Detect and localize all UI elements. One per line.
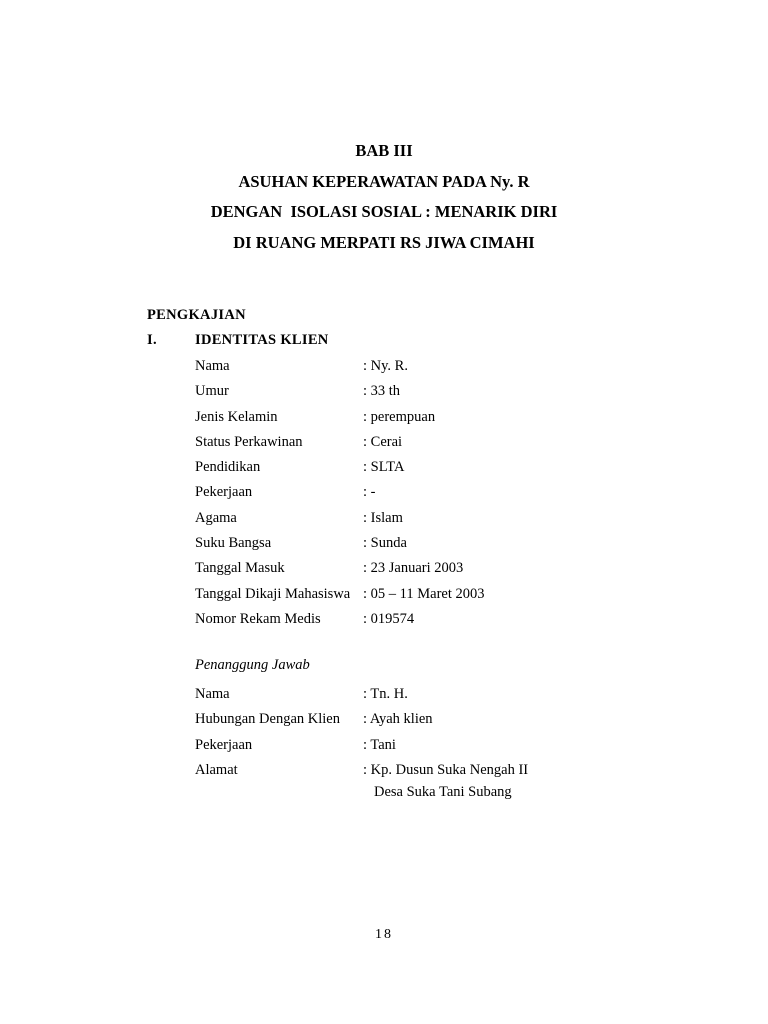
field-row (195, 531, 485, 556)
field-value: : Tn. H. (363, 686, 408, 702)
field-label: Umur (195, 383, 229, 400)
field-label: Suku Bangsa (195, 535, 272, 552)
field-row (195, 480, 485, 505)
field-label: Pekerjaan (195, 736, 253, 753)
field-row (195, 354, 485, 379)
field-label: Alamat (195, 761, 238, 778)
field-row (195, 707, 528, 732)
field-label: Tanggal Masuk (195, 560, 285, 577)
field-label: Nama (195, 358, 230, 374)
field-value: : Sunda (363, 535, 407, 552)
address-continuation: Desa Suka Tani Subang (374, 784, 512, 800)
field-value: : Cerai (363, 433, 403, 450)
field-label: Pekerjaan (195, 484, 253, 501)
field-value: : - (363, 484, 376, 501)
field-value: : 05 – 11 Maret 2003 (363, 585, 485, 602)
field-value: : Kp. Dusun Suka Nengah II (363, 761, 529, 778)
field-row (195, 379, 485, 404)
field-label: Nama (195, 686, 230, 702)
field-label: Pendidikan (195, 459, 261, 476)
field-value: : Islam (363, 509, 403, 526)
field-label: Nomor Rekam Medis (195, 610, 321, 627)
field-value: : SLTA (363, 459, 405, 476)
field-row (195, 556, 485, 581)
field-row (195, 430, 485, 455)
field-value: : Tani (363, 736, 396, 753)
field-label: Status Perkawinan (195, 433, 303, 450)
guardian-fields (195, 682, 528, 783)
field-row (195, 506, 485, 531)
field-value: : perempuan (363, 408, 436, 425)
field-label: Tanggal Dikaji Mahasiswa (195, 585, 351, 602)
section-heading: PENGKAJIAN (147, 307, 246, 323)
subsection-heading (147, 332, 329, 349)
page-number: 18 (375, 927, 393, 942)
field-row (195, 682, 528, 707)
field-label: Hubungan Dengan Klien (195, 711, 340, 728)
title-line-4: DI RUANG MERPATI RS JIWA CIMAHI (233, 232, 535, 252)
field-label: Jenis Kelamin (195, 408, 278, 425)
field-row (195, 455, 485, 480)
title-line-3: DENGAN ISOLASI SOSIAL : MENARIK DIRI (210, 202, 558, 221)
field-value: : Ny. R. (363, 358, 408, 374)
field-value: : 23 Januari 2003 (363, 560, 464, 577)
document-title (0, 136, 768, 258)
field-row (195, 758, 528, 783)
field-row (195, 607, 485, 632)
field-value: : 33 th (363, 383, 401, 400)
field-value: : Ayah klien (363, 711, 433, 728)
guardian-heading: Penanggung Jawab (195, 657, 310, 673)
client-identity-fields (195, 354, 485, 632)
field-row (195, 733, 528, 758)
subsection-title: IDENTITAS KLIEN (195, 332, 329, 348)
chapter-title: BAB III (355, 141, 413, 160)
subsection-number: I. (147, 332, 157, 348)
field-row (195, 405, 485, 430)
field-value: : 019574 (363, 610, 415, 627)
field-label: Agama (195, 509, 237, 526)
field-row (195, 582, 485, 607)
title-line-2: ASUHAN KEPERAWATAN PADA Ny. R (238, 171, 530, 191)
